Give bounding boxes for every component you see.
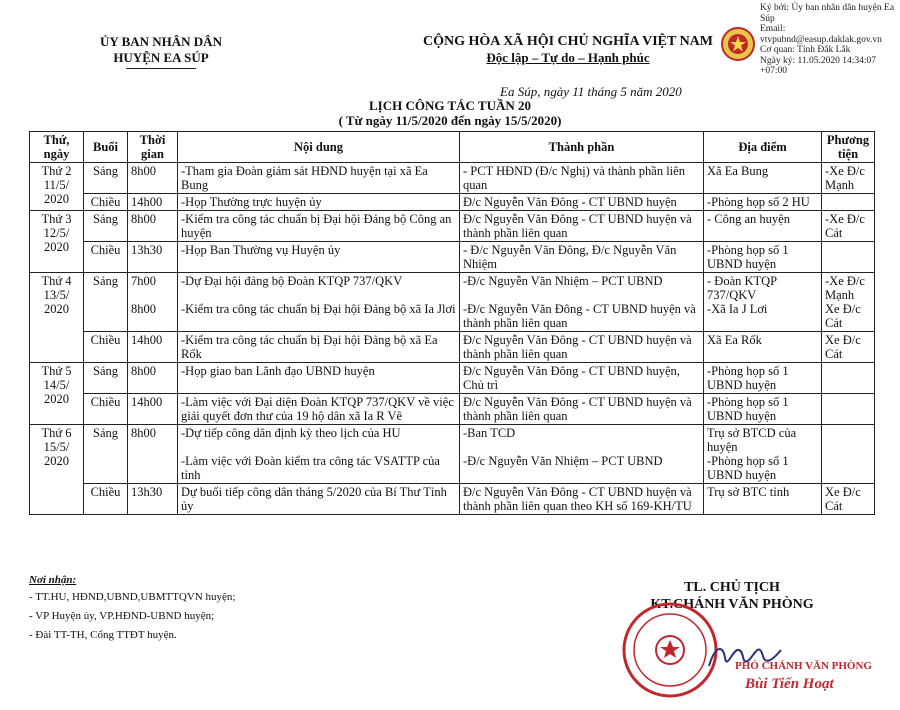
time-cell: 14h00 <box>128 194 178 211</box>
day-cell: Thứ 6 15/5/ 2020 <box>30 425 84 515</box>
content-cell: -Kiểm tra công tác chuẩn bị Đại hội Đảng bộ xã Ea Rốk <box>178 332 460 363</box>
content-cell: -Làm việc với Đại diện Đoàn KTQP 737/QKV về việc giải quyết đơn thư của 19 hộ dân xã Ia R Vê <box>178 394 460 425</box>
location-cell: -Phòng họp số 1 UBND huyện <box>704 363 822 394</box>
col-header-time: Thời gian <box>128 132 178 163</box>
time-cell: 13h30 <box>128 484 178 515</box>
participants-cell: Đ/c Nguyễn Văn Đông - CT UBND huyện và thành phần liên quan <box>460 394 704 425</box>
content-cell: -Tham gia Đoàn giám sát HĐND huyện tại xã Ea Bung <box>178 163 460 194</box>
agency-underline <box>126 68 196 69</box>
time-cell: 14h00 <box>128 394 178 425</box>
location-cell: Trụ sở BTC tỉnh <box>704 484 822 515</box>
table-row <box>30 242 875 273</box>
location-cell: - Công an huyện <box>704 211 822 242</box>
content-cell: -Họp Ban Thường vụ Huyện ủy <box>178 242 460 273</box>
national-emblem-icon <box>720 26 756 62</box>
motto: Độc lập – Tự do – Hạnh phúc <box>486 50 650 65</box>
participants-cell: -Ban TCD -Đ/c Nguyễn Văn Nhiệm – PCT UBND <box>460 425 704 484</box>
table-row <box>30 484 875 515</box>
participants-cell: Đ/c Nguyễn Văn Đông - CT UBND huyện và thành phần liên quan <box>460 211 704 242</box>
session-cell: Chiều <box>84 332 128 363</box>
participants-cell: - Đ/c Nguyễn Văn Đông, Đ/c Nguyễn Văn Nhiệm <box>460 242 704 273</box>
session-cell: Sáng <box>84 211 128 242</box>
recipients-label: Nơi nhận: <box>29 574 77 586</box>
table-row <box>30 163 875 194</box>
session-cell: Chiều <box>84 394 128 425</box>
location-cell: - Đoàn KTQP 737/QKV -Xã Ia J Lơi <box>704 273 822 332</box>
participants-cell: Đ/c Nguyễn Văn Đông - CT UBND huyện và thành phần liên quan theo KH số 169-KH/TU <box>460 484 704 515</box>
issuing-agency <box>56 34 266 69</box>
transport-cell: -Xe Đ/c Cát <box>822 211 875 242</box>
session-cell: Sáng <box>84 273 128 332</box>
participants-cell: Đ/c Nguyễn Văn Đông - CT UBND huyện và thành phần liên quan <box>460 332 704 363</box>
table-row <box>30 211 875 242</box>
location-cell: -Phòng họp số 1 UBND huyện <box>704 394 822 425</box>
content-cell: -Dự Đại hội đảng bộ Đoàn KTQP 737/QKV -Kiểm tra công tác chuẩn bị Đại hội Đảng bộ xã Ia Jlơi <box>178 273 460 332</box>
table-row <box>30 363 875 394</box>
stamp-role: PHÓ CHÁNH VĂN PHÒNG <box>735 660 872 672</box>
national-title <box>418 34 718 66</box>
agency-line2: HUYỆN EA SÚP <box>113 50 209 65</box>
day-cell: Thứ 2 11/5/ 2020 <box>30 163 84 211</box>
schedule-date-range: ( Từ ngày 11/5/2020 đến ngày 15/5/2020) <box>338 113 562 128</box>
recipient-item: - Đài TT-TH, Cổng TTĐT huyện. <box>29 629 177 641</box>
time-cell: 8h00 <box>128 425 178 484</box>
country-name: CỘNG HÒA XÃ HỘI CHỦ NGHĨA VIỆT NAM <box>422 34 713 49</box>
signer-email: Email: vtvpubnd@easup.daklak.gov.vn <box>760 24 882 45</box>
transport-cell <box>822 425 875 484</box>
agency-line1: ỦY BAN NHÂN DÂN <box>100 34 222 49</box>
transport-cell: Xe Đ/c Cát <box>822 484 875 515</box>
stamp-name: Bùi Tiến Hoạt <box>745 676 834 692</box>
table-row <box>30 394 875 425</box>
transport-cell <box>822 394 875 425</box>
content-cell: Dự buổi tiếp công dân tháng 5/2020 của Bí Thư Tỉnh ủy <box>178 484 460 515</box>
session-cell: Sáng <box>84 425 128 484</box>
transport-cell: Xe Đ/c Cát <box>822 332 875 363</box>
table-header-row <box>30 132 875 163</box>
time-cell: 14h00 <box>128 332 178 363</box>
table-row <box>30 425 875 484</box>
day-cell: Thứ 5 14/5/ 2020 <box>30 363 84 425</box>
table-row <box>30 332 875 363</box>
time-cell: 8h00 <box>128 163 178 194</box>
col-header-day: Thứ, ngày <box>30 132 84 163</box>
col-header-transport: Phương tiện <box>822 132 875 163</box>
schedule-table <box>29 131 875 515</box>
session-cell: Chiều <box>84 242 128 273</box>
transport-cell: -Xe Đ/c Mạnh <box>822 163 875 194</box>
day-cell: Thứ 4 13/5/ 2020 <box>30 273 84 363</box>
session-cell: Chiều <box>84 484 128 515</box>
content-cell: -Họp giao ban Lãnh đạo UBND huyện <box>178 363 460 394</box>
col-header-location: Địa điểm <box>704 132 822 163</box>
digital-signature-info <box>760 3 900 77</box>
location-cell: Trụ sở BTCD của huyện -Phòng họp số 1 UBND huyện <box>704 425 822 484</box>
participants-cell: Đ/c Nguyễn Văn Đông - CT UBND huyện <box>460 194 704 211</box>
signature-line2: KT.CHÁNH VĂN PHÒNG <box>650 597 814 612</box>
day-cell: Thứ 3 12/5/ 2020 <box>30 211 84 273</box>
col-header-session: Buổi <box>84 132 128 163</box>
signature-line1: TL. CHỦ TỊCH <box>684 580 780 595</box>
session-cell: Sáng <box>84 163 128 194</box>
table-row <box>30 194 875 211</box>
signing-date: Ngày ký: 11.05.2020 14:34:07 +07:00 <box>760 55 877 76</box>
time-cell: 8h00 <box>128 211 178 242</box>
content-cell: -Kiểm tra công tác chuẩn bị Đại hội Đảng bộ Công an huyện <box>178 211 460 242</box>
recipients <box>29 574 389 648</box>
time-cell: 8h00 <box>128 363 178 394</box>
recipient-item: - VP Huyện ủy, VP.HĐND-UBND huyện; <box>29 610 215 622</box>
participants-cell: - PCT HĐND (Đ/c Nghị) và thành phần liên quan <box>460 163 704 194</box>
transport-cell <box>822 363 875 394</box>
participants-cell: Đ/c Nguyễn Văn Đông - CT UBND huyện, Chủ trì <box>460 363 704 394</box>
content-cell: -Họp Thường trực huyện ủy <box>178 194 460 211</box>
recipient-item: - TT.HU, HĐND,UBND,UBMTTQVN huyện; <box>29 591 236 603</box>
transport-cell <box>822 242 875 273</box>
location-cell: -Phòng họp số 2 HU <box>704 194 822 211</box>
participants-cell: -Đ/c Nguyễn Văn Nhiệm – PCT UBND -Đ/c Nguyễn Văn Đông - CT UBND huyện và thành phần liên quan <box>460 273 704 332</box>
signed-by: Ký bởi: Ủy ban nhân dân huyện Ea Súp <box>760 3 895 24</box>
time-cell: 13h30 <box>128 242 178 273</box>
document-date: Ea Súp, ngày 11 tháng 5 năm 2020 <box>500 84 682 99</box>
content-cell: -Dự tiếp công dân định kỳ theo lịch của HU -Làm việc với Đoàn kiểm tra công tác VSATTP của tỉnh <box>178 425 460 484</box>
signer-agency: Cơ quan: Tỉnh Đắk Lắk <box>760 45 851 55</box>
table-row <box>30 273 875 332</box>
location-cell: -Phòng họp số 1 UBND huyện <box>704 242 822 273</box>
transport-cell: -Xe Đ/c Mạnh Xe Đ/c Cát <box>822 273 875 332</box>
schedule-title-block <box>250 98 650 128</box>
transport-cell <box>822 194 875 211</box>
location-cell: Xã Ea Rốk <box>704 332 822 363</box>
col-header-content: Nội dung <box>178 132 460 163</box>
time-cell: 7h00 8h00 <box>128 273 178 332</box>
schedule-title: LỊCH CÔNG TÁC TUẦN 20 <box>368 98 532 113</box>
location-cell: Xã Ea Bung <box>704 163 822 194</box>
session-cell: Sáng <box>84 363 128 394</box>
session-cell: Chiều <box>84 194 128 211</box>
col-header-participants: Thành phần <box>460 132 704 163</box>
